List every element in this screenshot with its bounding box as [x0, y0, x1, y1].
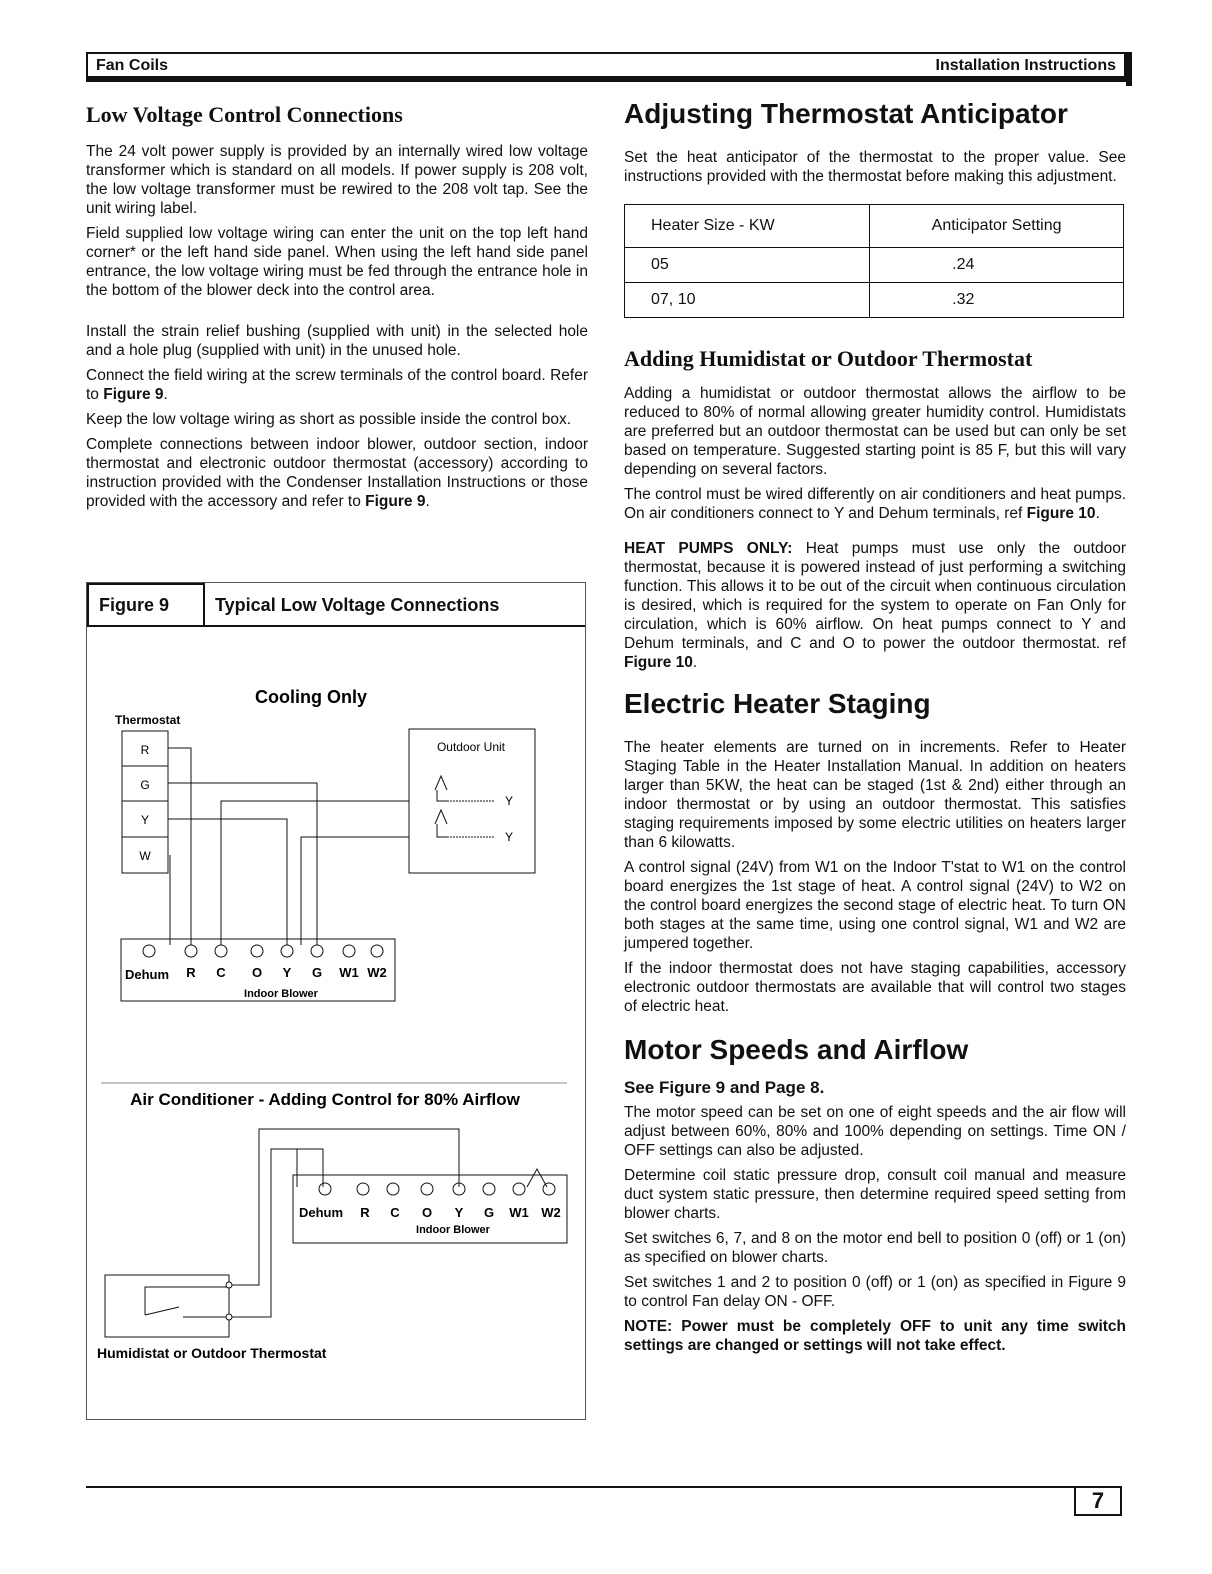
- paragraph: Connect the field wiring at the screw terminals of the control board. Refer to Figure 9.: [86, 367, 588, 403]
- table-header: Anticipator Setting: [870, 205, 1124, 248]
- table-cell: 07, 10: [625, 283, 870, 318]
- table-header: Heater Size - KW: [625, 205, 870, 248]
- anticipator-table: [624, 204, 1124, 318]
- figure-9: [86, 582, 586, 1420]
- figure-title: Typical Low Voltage Connections: [215, 595, 500, 615]
- section-heading-low-voltage: Low Voltage Control Connections: [86, 102, 403, 127]
- board2-term-g: G: [483, 1205, 495, 1220]
- section-heading-motor-speeds: Motor Speeds and Airflow: [624, 1034, 969, 1065]
- board1-term-w1: W1: [339, 965, 359, 980]
- table-cell: 05: [625, 248, 870, 283]
- header-left: Fan Coils: [96, 57, 169, 74]
- cooling-only-title: Cooling Only: [255, 687, 367, 707]
- outdoor-y1: Y: [505, 794, 514, 808]
- paragraph: Set switches 1 and 2 to position 0 (off) or 1 (on) as specified in Figure 9 to control Fan delay ON - OFF.: [624, 1274, 1126, 1310]
- board1-term-w2: W2: [367, 965, 387, 980]
- figure-tab: Figure 9: [87, 583, 205, 627]
- page-number: 7: [1074, 1486, 1122, 1516]
- note: NOTE: Power must be completely OFF to unit any time switch settings are changed or settings will not take effect.: [624, 1318, 1126, 1354]
- table-row: [625, 283, 1124, 318]
- header-right: Installation Instructions: [935, 57, 1116, 74]
- paragraph: Install the strain relief bushing (supplied with unit) in the selected hole and a hole plug (supplied with unit) in the unused hole.: [86, 323, 588, 359]
- thermostat-term-y: Y: [140, 813, 150, 827]
- ac-title: Air Conditioner - Adding Control for 80% Airflow: [130, 1090, 520, 1109]
- paragraph: Keep the low voltage wiring as short as possible inside the control box.: [86, 411, 572, 428]
- paragraph: The control must be wired differently on air conditioners and heat pumps. On air conditioners connect to Y and Dehum terminals, ref Figure 10.: [624, 486, 1126, 522]
- board1-term-g: G: [311, 965, 323, 980]
- paragraph: Field supplied low voltage wiring can enter the unit on the top left hand corner* or the left hand side panel. When using the left hand side panel entrance, the low voltage wiring must be fed through the entrance hole in the bottom of the blower deck into the control area.: [86, 225, 588, 299]
- board1-term-o: O: [251, 965, 263, 980]
- thermostat-term-g: G: [140, 778, 150, 792]
- section-heading-anticipator: Adjusting Thermostat Anticipator: [624, 98, 1068, 129]
- table-cell: .32: [870, 283, 1124, 318]
- paragraph: The 24 volt power supply is provided by an internally wired low voltage transformer which is standard on all models. If power supply is 208 volt, the low voltage transformer must be rewired to the 208 volt tap. See the unit wiring label.: [86, 143, 588, 217]
- section-heading-heater-staging: Electric Heater Staging: [624, 688, 931, 719]
- humidistat-box: [105, 1275, 229, 1337]
- subheading: See Figure 9 and Page 8.: [624, 1078, 825, 1097]
- thermostat-term-w: W: [139, 849, 151, 863]
- board2-term-o: O: [421, 1205, 433, 1220]
- thermostat-term-r: R: [140, 743, 150, 757]
- board2-label: Indoor Blower: [416, 1224, 490, 1236]
- footer-rule: [86, 1486, 1076, 1488]
- paragraph: Adding a humidistat or outdoor thermostat allows the airflow to be reduced to 80% of normal allowing greater humidity control. Humidistats are preferred but an outdoor thermostat can be used but can only be set based on temperature. Suggested starting point is 85 F, but this will vary depending on several factors.: [624, 385, 1126, 478]
- paragraph: HEAT PUMPS ONLY: Heat pumps must use only the outdoor thermostat, because it is powered instead of just performing a switching function. This allows it to be out of the circuit when continuous circulation is desired, which is required for the system to operate on Fan Only for circulation, which is 60% airflow. On heat pumps connect to Y and Dehum terminals, and C and O to power the outdoor thermostat. ref Figure 10.: [624, 540, 1127, 671]
- board2-term-dehum: Dehum: [299, 1205, 344, 1220]
- board2-term-w1: W1: [509, 1205, 529, 1220]
- outdoor-unit-label: Outdoor Unit: [436, 740, 506, 754]
- board1-term-r: R: [186, 965, 196, 980]
- right-column: [624, 98, 1126, 1361]
- header-rule: [86, 77, 1130, 82]
- board1-label: Indoor Blower: [244, 988, 318, 1000]
- board2-term-c: C: [390, 1205, 400, 1220]
- paragraph: Set the heat anticipator of the thermostat to the proper value. See instructions provided with the thermostat before making this adjustment.: [624, 149, 1126, 185]
- board1-term-c: C: [216, 965, 226, 980]
- paragraph: A control signal (24V) from W1 on the Indoor T'stat to W1 on the control board energizes the 1st stage of heat. A control signal (24V) to W2 on the control board energizes the second stage of electric heat. To turn ON both stages at the same time, using one control signal, W1 and W2 are jumpered together.: [624, 859, 1126, 952]
- board2-term-r: R: [360, 1205, 370, 1220]
- board1-term-y: Y: [282, 965, 292, 980]
- board1-term-dehum: Dehum: [125, 967, 170, 982]
- table-row: [625, 248, 1124, 283]
- left-column: [86, 102, 588, 517]
- wiring-diagram: [87, 583, 585, 1419]
- board2-term-y: Y: [454, 1205, 464, 1220]
- outdoor-y2: Y: [505, 830, 514, 844]
- paragraph: Set switches 6, 7, and 8 on the motor end bell to position 0 (off) or 1 (on) as specified on blower charts.: [624, 1230, 1126, 1266]
- thermostat-label: Thermostat: [115, 713, 181, 727]
- paragraph: If the indoor thermostat does not have staging capabilities, accessory electronic outdoor thermostats are available that will control two stages of electric heat.: [624, 960, 1126, 1015]
- paragraph: The motor speed can be set on one of eight speeds and the air flow will adjust between 60%, 80% and 100% depending on settings. Time ON / OFF settings can also be adjusted.: [624, 1104, 1126, 1159]
- section-heading-humidistat: Adding Humidistat or Outdoor Thermostat: [624, 346, 1033, 371]
- table-header-row: [625, 205, 1124, 248]
- humidistat-label: Humidistat or Outdoor Thermostat: [97, 1345, 327, 1361]
- paragraph: Complete connections between indoor blower, outdoor section, indoor thermostat and electronic outdoor thermostat (accessory) according to instruction provided with the Condenser Installation Instructions or those provided with the accessory and refer to Figure 9.: [86, 436, 588, 510]
- header-bar: [1126, 52, 1132, 86]
- board2-term-w2: W2: [541, 1205, 561, 1220]
- page-header: [86, 52, 1126, 78]
- table-cell: .24: [870, 248, 1124, 283]
- paragraph: Determine coil static pressure drop, consult coil manual and measure duct system static pressure, then determine required speed setting from blower charts.: [624, 1167, 1126, 1222]
- paragraph: The heater elements are turned on in increments. Refer to Heater Staging Table in the Heater Installation Manual. In addition on heaters larger than 5KW, the heat can be staged (1st & 2nd) either through an indoor thermostat or by using an outdoor thermostat. This satisfies staging requirements imposed by some electric utilities on heaters larger than 6 kilowatts.: [624, 739, 1126, 851]
